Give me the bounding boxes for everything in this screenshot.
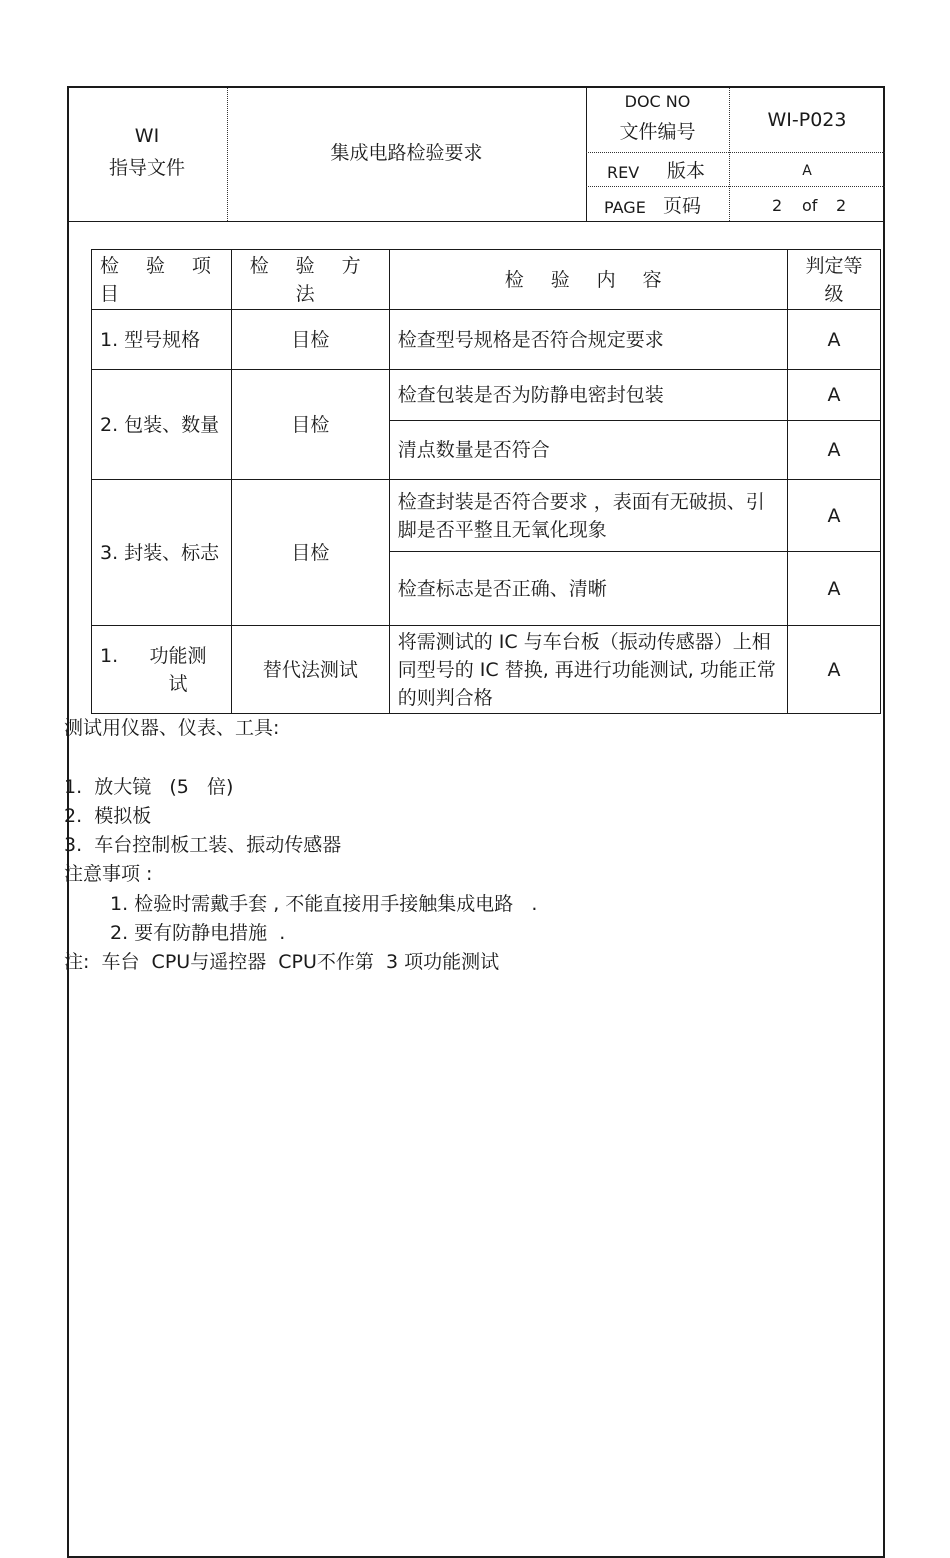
- doc-no-label: DOC NO: [624, 92, 691, 111]
- row2-grade: A: [788, 370, 881, 421]
- col-header-method: 检 验 方 法: [231, 250, 389, 310]
- page-label-cn: 页码: [663, 195, 702, 217]
- tool-item-3: 3. 车台控制板工装、振动传感器: [64, 834, 342, 856]
- rev-value: A: [802, 163, 812, 179]
- row5-grade: A: [788, 552, 881, 626]
- table-row: [92, 626, 881, 714]
- row1-method: 目检: [231, 310, 389, 370]
- row4-grade: A: [788, 480, 881, 552]
- row2-method: 目检: [231, 370, 389, 480]
- row5-content: 检查标志是否正确、清晰: [389, 552, 787, 626]
- page-current: 2: [772, 196, 783, 215]
- col-header-content: 检 验 内 容: [389, 250, 787, 310]
- attention-item-2: 2. 要有防静电措施 .: [110, 922, 286, 944]
- header-row-line-1: [586, 152, 885, 153]
- header-row-line-2: [586, 186, 885, 187]
- row6-item: [92, 626, 232, 714]
- row2-item: 2. 包装、数量: [92, 370, 232, 480]
- row4-method: 目检: [231, 480, 389, 626]
- tools-title: 测试用仪器、仪表、工具:: [64, 717, 280, 739]
- footnote: 注: 车台 CPU与遥控器 CPU不作第 3 项功能测试: [64, 951, 500, 973]
- inspection-table: [91, 249, 881, 714]
- rev-label-cn: 版本: [667, 160, 706, 182]
- row6-item-text: 功能测试: [149, 644, 207, 695]
- row6-method: 替代法测试: [231, 626, 389, 714]
- tool-item-1: 1. 放大镜 (5 倍): [64, 776, 234, 798]
- row3-content: 清点数量是否符合: [389, 421, 787, 480]
- doc-no-label-cn: 文件编号: [619, 121, 696, 143]
- row6-grade: A: [788, 626, 881, 714]
- tool-item-2: 2. 模拟板: [64, 805, 152, 827]
- header-guide-doc: 指导文件: [108, 157, 185, 179]
- table-header-row: [92, 250, 881, 310]
- row1-content: 检查型号规格是否符合规定要求: [389, 310, 787, 370]
- row4-content: 检查封装是否符合要求 ，表面有无破损、引脚是否平整且无氧化现象: [389, 480, 787, 552]
- page-total: 2: [836, 196, 847, 215]
- page-of: of: [802, 196, 818, 215]
- table-row: [92, 370, 881, 421]
- row3-grade: A: [788, 421, 881, 480]
- table-row: [92, 480, 881, 552]
- row6-content: 将需测试的 IC 与车台板（振动传感器）上相同型号的 IC 替换, 再进行功能测试, 功能正常的则判合格: [389, 626, 787, 714]
- row4-item: 3. 封装、标志: [92, 480, 232, 626]
- col-header-item: 检 验 项 目: [92, 250, 232, 310]
- row6-item-num: 1.: [100, 644, 119, 667]
- rev-label: REV: [607, 163, 640, 182]
- row1-item: 1. 型号规格: [92, 310, 232, 370]
- col-header-grade: 判定等级: [788, 250, 881, 310]
- header-bottom-line: [67, 221, 885, 222]
- header-wi: WI: [134, 125, 160, 147]
- attention-title: 注意事项 :: [64, 863, 153, 885]
- page-label: PAGE: [604, 198, 646, 217]
- row1-grade: A: [788, 310, 881, 370]
- page-title: 集成电路检验要求: [330, 142, 483, 164]
- attention-item-1: 1. 检验时需戴手套 , 不能直接用手接触集成电路 .: [110, 893, 538, 915]
- row2-content: 检查包装是否为防静电密封包装: [389, 370, 787, 421]
- doc-no-value: WI-P023: [767, 109, 847, 131]
- table-row: [92, 310, 881, 370]
